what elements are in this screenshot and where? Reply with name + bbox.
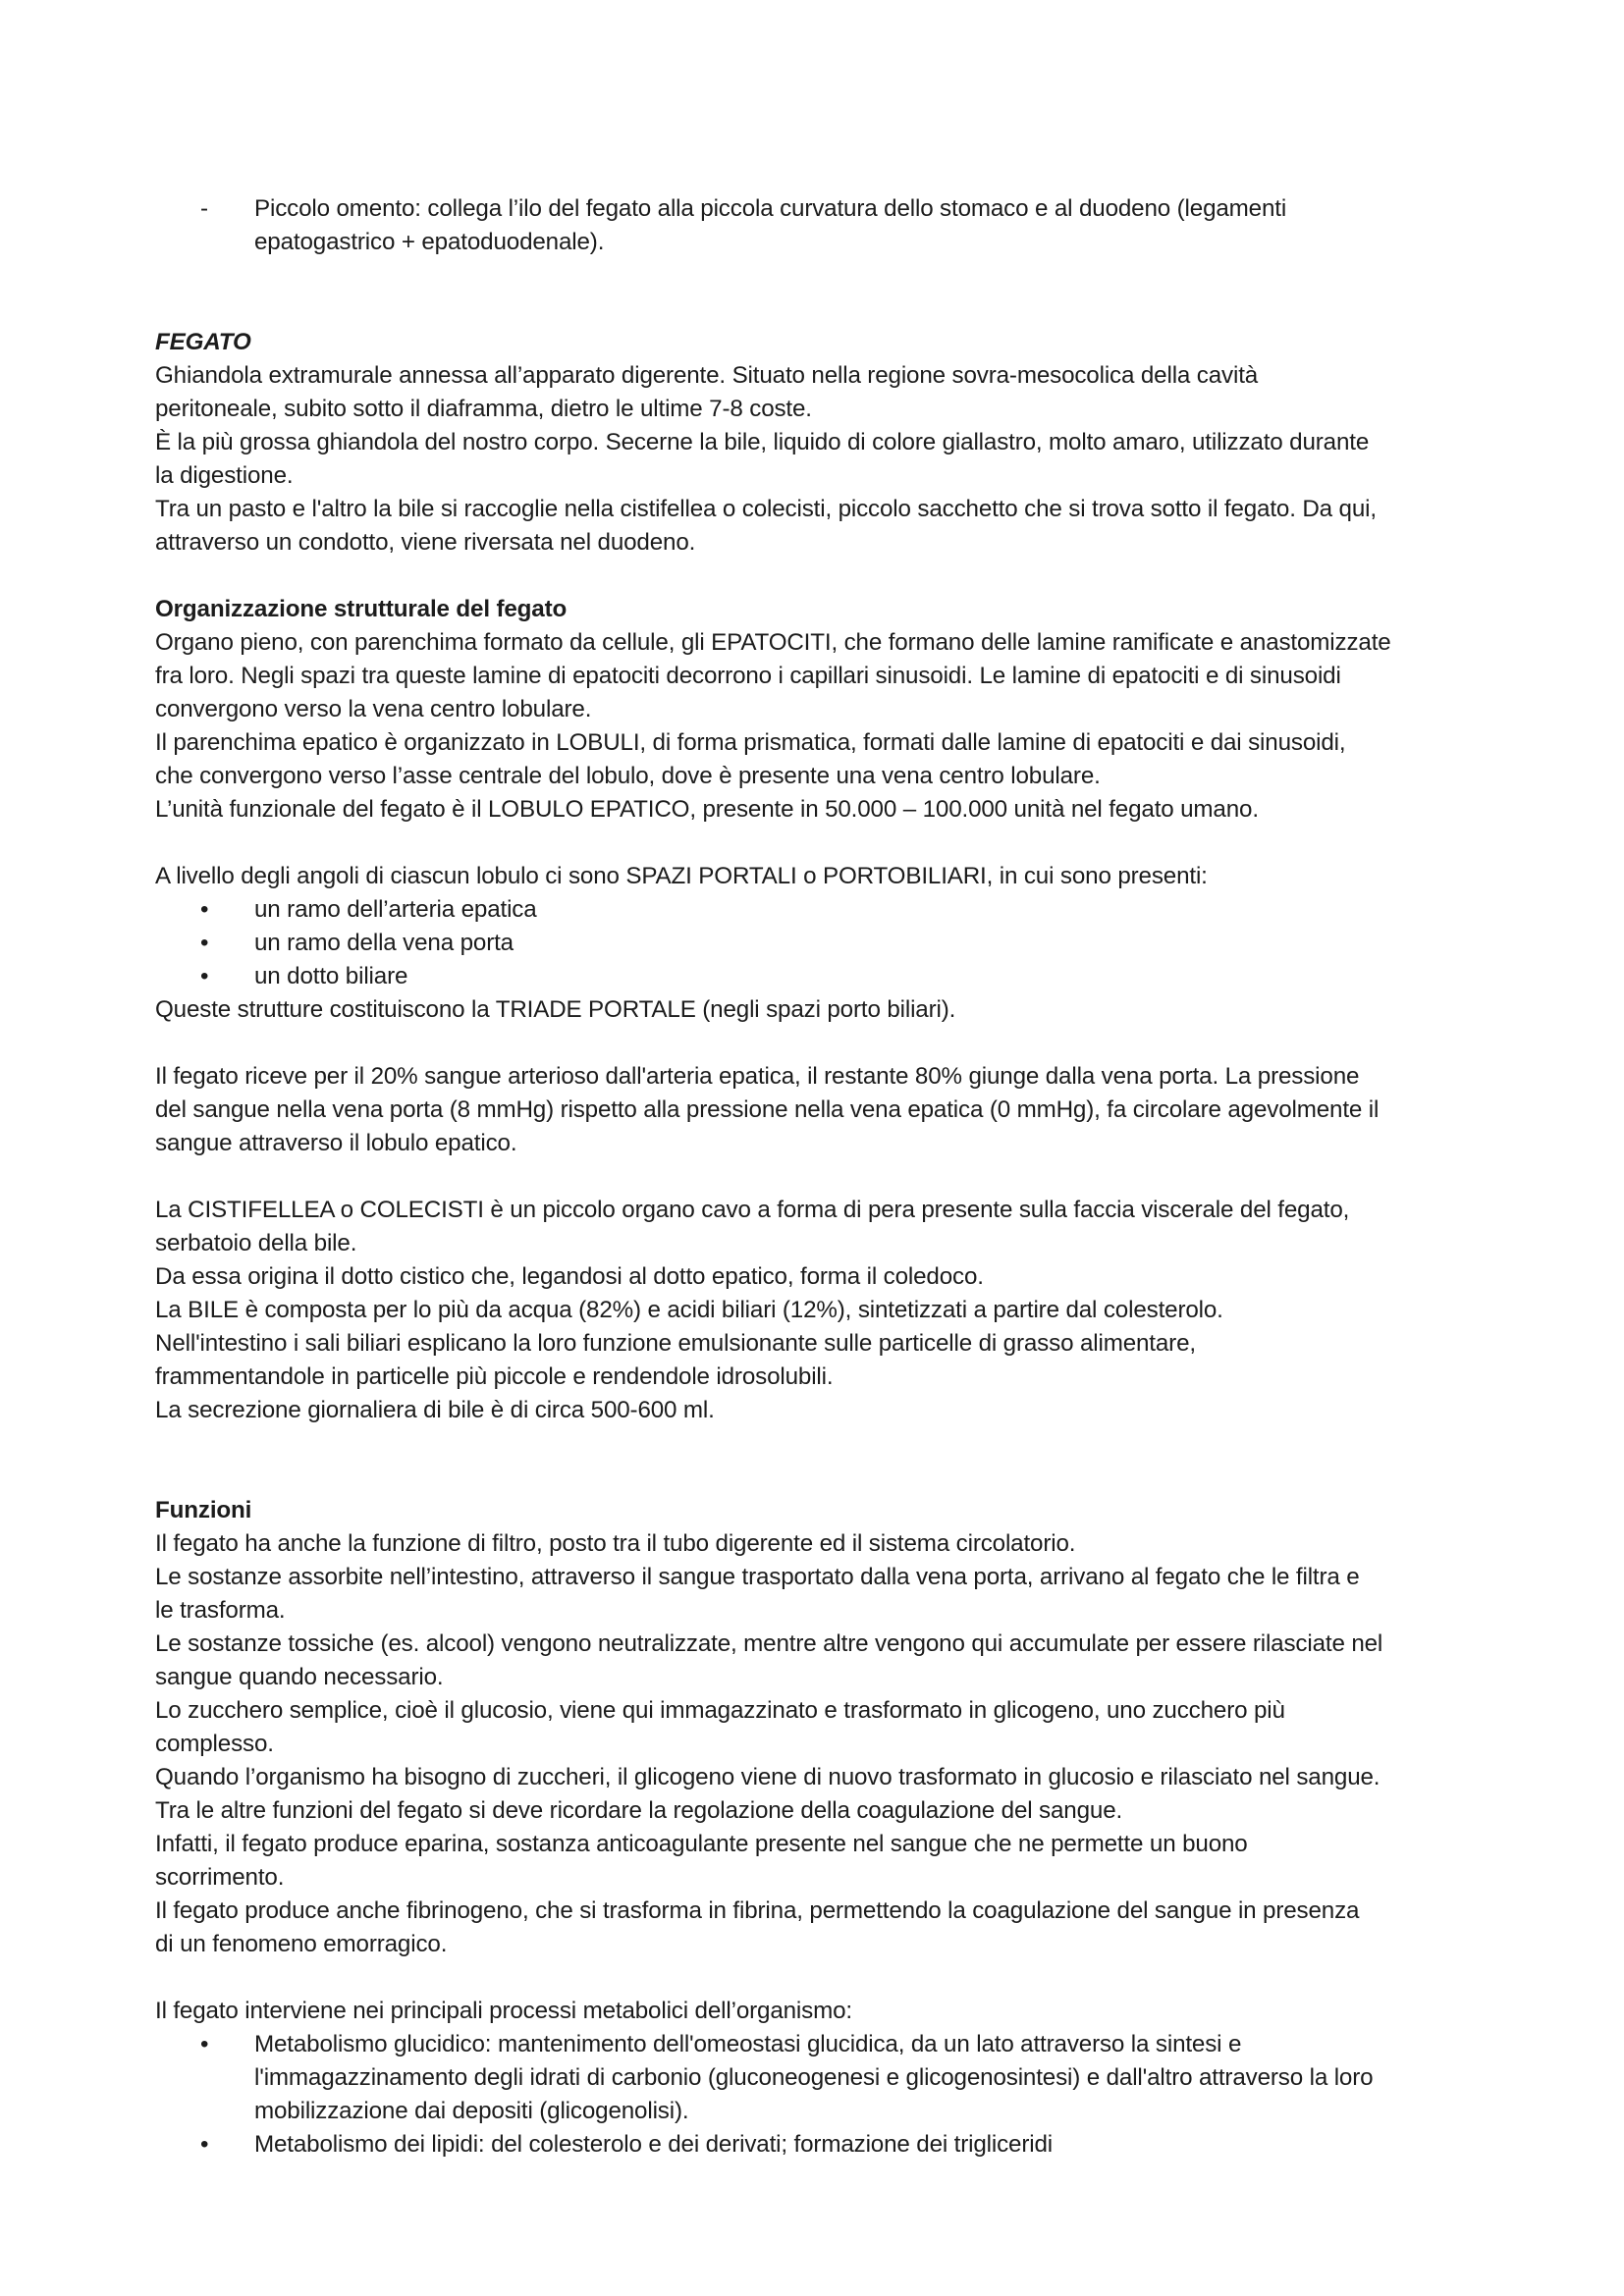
- text-line: scorrimento.: [155, 1864, 285, 1891]
- text-line: le trasforma.: [155, 1597, 286, 1624]
- text-line: attraverso un condotto, viene riversata nel duodeno.: [155, 529, 696, 556]
- section-heading-fegato: FEGATO: [155, 329, 251, 355]
- bullet-marker: [200, 960, 230, 993]
- document-page: [155, 192, 1490, 2162]
- text-line: Nell'intestino i sali biliari esplicano la loro funzione emulsionante sulle particelle di grasso alimentare,: [155, 1330, 1196, 1357]
- text-line: Il fegato ha anche la funzione di filtro, posto tra il tubo digerente ed il sistema circolatorio.: [155, 1530, 1076, 1557]
- text-line: complesso.: [155, 1731, 274, 1757]
- paragraph: [155, 626, 1490, 827]
- text-line: Il fegato riceve per il 20% sangue arterioso dall'arteria epatica, il restante 80% giunge dalla vena porta. La pressione: [155, 1063, 1360, 1090]
- text-line: La secrezione giornaliera di bile è di circa 500-600 ml.: [155, 1397, 715, 1423]
- list-item-text: mobilizzazione dai depositi (glicogenolisi).: [254, 2098, 689, 2124]
- text-line: Organo pieno, con parenchima formato da cellule, gli EPATOCITI, che formano delle lamine ramificate e anastomizzate: [155, 629, 1391, 656]
- list-item-text: un ramo della vena porta: [254, 930, 514, 956]
- text-line: Ghiandola extramurale annessa all’apparato digerente. Situato nella regione sovra-mesocolica della cavità: [155, 362, 1259, 389]
- text-line: Piccolo omento: collega l’ilo del fegato alla piccola curvatura dello stomaco e al duodeno (legamenti: [254, 195, 1287, 222]
- list-item: [155, 2028, 1490, 2128]
- text-line: Il parenchima epatico è organizzato in LOBULI, di forma prismatica, formati dalle lamine di epatociti e dai sinusoidi,: [155, 729, 1346, 756]
- bullet-marker: [200, 2128, 230, 2162]
- paragraph: [155, 1060, 1490, 1160]
- text-line: convergono verso la vena centro lobulare.: [155, 696, 592, 722]
- text-line: Le sostanze assorbite nell’intestino, attraverso il sangue trasportato dalla vena porta, arrivano al fegato che le filtra e: [155, 1564, 1360, 1590]
- bullet-marker: [200, 893, 230, 927]
- paragraph: [155, 359, 1490, 560]
- bullet-marker: [200, 2028, 230, 2061]
- section-heading-funzioni: Funzioni: [155, 1497, 252, 1523]
- bullet-list-metabolism: [155, 2028, 1490, 2162]
- text-line: sangue quando necessario.: [155, 1664, 444, 1690]
- list-item: [155, 2128, 1490, 2162]
- text-line: A livello degli angoli di ciascun lobulo ci sono SPAZI PORTALI o PORTOBILIARI, in cui sono presenti:: [155, 863, 1208, 889]
- bullet-marker: [200, 927, 230, 960]
- text-line: epatogastrico + epatoduodenale).: [254, 229, 605, 255]
- text-line: del sangue nella vena porta (8 mmHg) rispetto alla pressione nella vena epatica (0 mmHg), fa circolare agevolmente il: [155, 1096, 1380, 1123]
- list-item-text: l'immagazzinamento degli idrati di carbonio (gluconeogenesi e glicogenosintesi) e dall'altro attraverso la loro: [254, 2064, 1374, 2091]
- list-item: [155, 927, 1490, 960]
- text-line: Tra un pasto e l'altro la bile si raccoglie nella cistifellea o colecisti, piccolo sacchetto che si trova sotto il fegato. Da qui,: [155, 496, 1377, 522]
- text-line: che convergono verso l’asse centrale del lobulo, dove è presente una vena centro lobulare.: [155, 763, 1101, 789]
- text-line: Infatti, il fegato produce eparina, sostanza anticoagulante presente nel sangue che ne permette un buono: [155, 1831, 1248, 1857]
- text-line: La BILE è composta per lo più da acqua (82%) e acidi biliari (12%), sintetizzati a partire dal colesterolo.: [155, 1297, 1223, 1323]
- text-line: L’unità funzionale del fegato è il LOBULO EPATICO, presente in 50.000 – 100.000 unità nel fegato umano.: [155, 796, 1259, 823]
- text-line: Quando l’organismo ha bisogno di zuccheri, il glicogeno viene di nuovo trasformato in glucosio e rilasciato nel sangue.: [155, 1764, 1380, 1790]
- text-line: La CISTIFELLEA o COLECISTI è un piccolo organo cavo a forma di pera presente sulla faccia viscerale del fegato,: [155, 1197, 1350, 1223]
- text-line: di un fenomeno emorragico.: [155, 1931, 448, 1957]
- section-heading-organizzazione: Organizzazione strutturale del fegato: [155, 596, 568, 622]
- list-item: [155, 893, 1490, 927]
- text-line: Le sostanze tossiche (es. alcool) vengono neutralizzate, mentre altre vengono qui accumulate per essere rilasciate nel: [155, 1630, 1383, 1657]
- text-line: serbatoio della bile.: [155, 1230, 357, 1256]
- list-item-text: un dotto biliare: [254, 963, 408, 989]
- bullet-list-triade: [155, 893, 1490, 993]
- paragraph: [155, 1194, 1490, 1427]
- list-item-text: un ramo dell’arteria epatica: [254, 896, 537, 923]
- list-item-text: Metabolismo dei lipidi: del colesterolo e dei derivati; formazione dei trigliceridi: [254, 2131, 1054, 2158]
- text-line: Il fegato produce anche fibrinogeno, che si trasforma in fibrina, permettendo la coagulazione del sangue in presenza: [155, 1897, 1360, 1924]
- dash-marker: [200, 192, 230, 226]
- text-line: Il fegato interviene nei principali processi metabolici dell’organismo:: [155, 1998, 852, 2024]
- text-line: È la più grossa ghiandola del nostro corpo. Secerne la bile, liquido di colore giallastro, molto amaro, utilizzato durante: [155, 429, 1370, 455]
- text-line: frammentandole in particelle più piccole e rendendole idrosolubili.: [155, 1363, 834, 1390]
- paragraph: [155, 1527, 1490, 1961]
- text-line: Lo zucchero semplice, cioè il glucosio, viene qui immagazzinato e trasformato in glicogeno, uno zucchero più: [155, 1697, 1285, 1724]
- text-line: la digestione.: [155, 462, 294, 489]
- text-line: sangue attraverso il lobulo epatico.: [155, 1130, 517, 1156]
- text-line: Queste strutture costituiscono la TRIADE PORTALE (negli spazi porto biliari).: [155, 996, 956, 1023]
- dash-list-item: [155, 192, 1490, 259]
- list-item-text: Metabolismo glucidico: mantenimento dell'omeostasi glucidica, da un lato attraverso la sintesi e: [254, 2031, 1242, 2057]
- list-item: [155, 960, 1490, 993]
- text-line: Da essa origina il dotto cistico che, legandosi al dotto epatico, forma il coledoco.: [155, 1263, 984, 1290]
- text-line: fra loro. Negli spazi tra queste lamine di epatociti decorrono i capillari sinusoidi. Le lamine di epatociti e di sinusoidi: [155, 663, 1341, 689]
- text-line: Tra le altre funzioni del fegato si deve ricordare la regolazione della coagulazione del sangue.: [155, 1797, 1123, 1824]
- text-line: peritoneale, subito sotto il diaframma, dietro le ultime 7-8 coste.: [155, 396, 812, 422]
